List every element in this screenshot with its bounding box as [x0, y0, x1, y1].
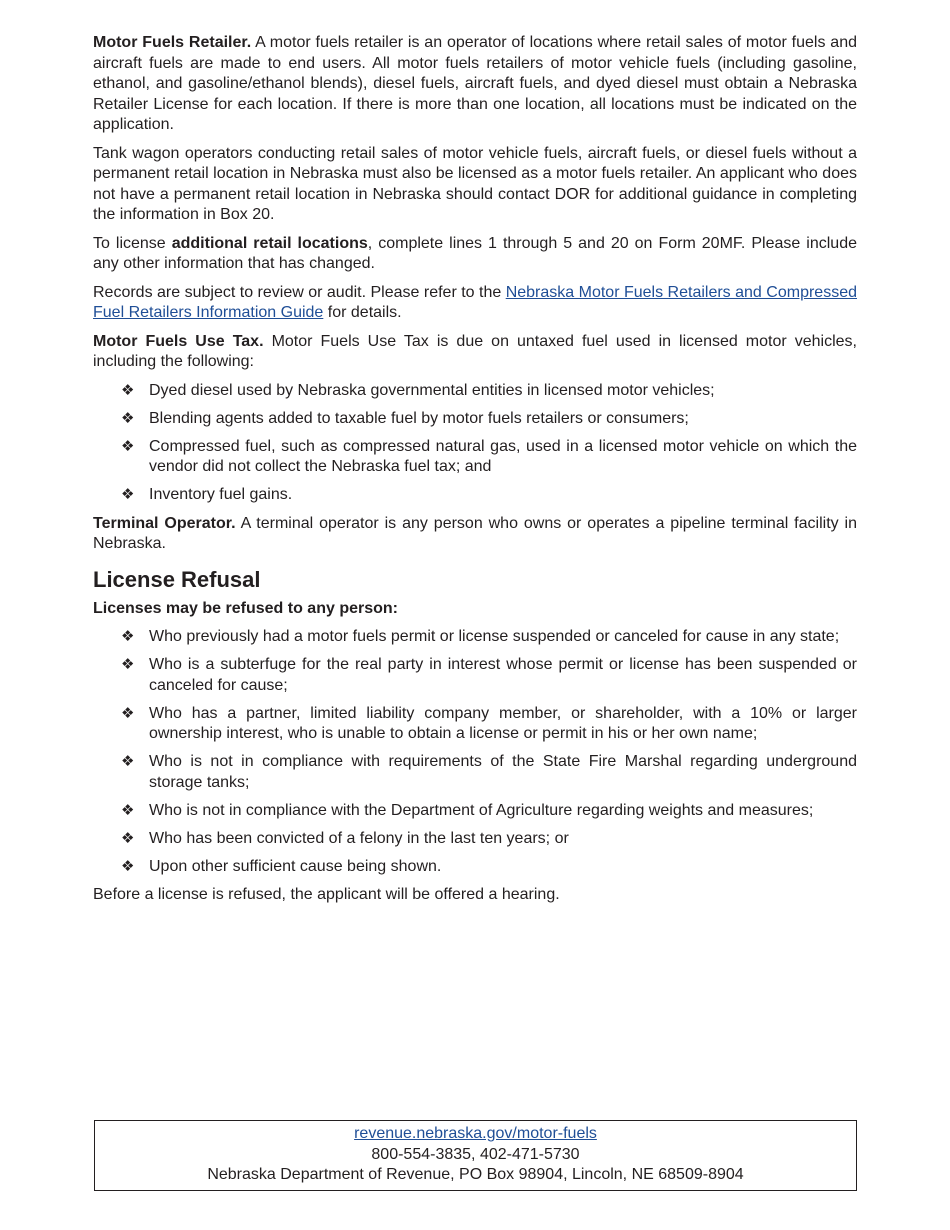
footer-phones: 800-554-3835, 402-471-5730 [371, 1145, 580, 1163]
list-item [93, 485, 857, 506]
list-item-text: Who is a subterfuge for the real party in interest whose permit or license has been suspended or canceled for cause; [149, 656, 857, 694]
list-item-text: Who previously had a motor fuels permit or license suspended or canceled for cause in any state; [149, 628, 840, 645]
list-item-text: Who has been convicted of a felony in the last ten years; or [149, 829, 569, 847]
diamond-bullet-icon: ❖ [121, 801, 135, 819]
diamond-bullet-icon: ❖ [121, 409, 135, 427]
additional-pre: To license [93, 234, 172, 252]
records-post: for details. [323, 304, 402, 321]
motor-fuels-website-link[interactable]: revenue.nebraska.gov/motor-fuels [354, 1125, 597, 1142]
list-item-text: Inventory fuel gains. [149, 486, 293, 503]
additional-post: , complete lines 1 through 5 and 20 on Form 20MF. Please include any other information that has changed. [93, 234, 857, 272]
footer-address: Nebraska Department of Revenue, PO Box 98904, Lincoln, NE 68509-8904 [207, 1166, 744, 1183]
list-item-text: Compressed fuel, such as compressed natural gas, used in a licensed motor vehicle on which the vendor did not collect the Nebraska fuel tax; and [149, 437, 857, 475]
list-item-text: Who is not in compliance with the Department of Agriculture regarding weights and measures; [149, 801, 814, 819]
retailer-paragraph [93, 33, 857, 136]
records-paragraph [93, 283, 857, 324]
records-pre: Records are subject to review or audit. Please refer to the [93, 283, 506, 301]
terminal-heading: Terminal Operator. [93, 514, 236, 532]
retailer-text: A motor fuels retailer is an operator of locations where retail sales of motor fuels and aircraft fuels are made to end users. All motor fuels retailers of motor vehicle fuels (including gasoline, ethanol, and gasoline/ethanol blends), diesel fuels, aircraft fuels, and dyed diesel must obtain a Nebraska Retailer License for each location. If there is more than one location, all locations must be indicated on the application. [93, 34, 857, 133]
diamond-bullet-icon: ❖ [121, 753, 135, 770]
retailer-heading: Motor Fuels Retailer. [93, 34, 252, 51]
list-item [93, 627, 857, 648]
refusal-intro-text: Licenses may be refused to any person: [93, 599, 398, 617]
terminal-operator-paragraph [93, 514, 857, 555]
diamond-bullet-icon: ❖ [121, 486, 135, 503]
use-tax-list [93, 381, 857, 506]
list-item [93, 857, 857, 878]
information-guide-link[interactable]: Nebraska Motor Fuels Retailers and Compressed Fuel Retailers Information Guide [93, 283, 857, 321]
diamond-bullet-icon: ❖ [121, 857, 135, 875]
document-page [93, 33, 857, 914]
diamond-bullet-icon: ❖ [121, 628, 135, 645]
list-item [93, 801, 857, 822]
additional-bold: additional retail locations [171, 234, 368, 252]
footer-contact-box [94, 1120, 857, 1191]
refusal-intro [93, 599, 857, 620]
list-item-text: Dyed diesel used by Nebraska governmental entities in licensed motor vehicles; [149, 381, 715, 399]
diamond-bullet-icon: ❖ [121, 704, 135, 722]
refusal-list [93, 627, 857, 877]
list-item [93, 704, 857, 745]
list-item-text: Upon other sufficient cause being shown. [149, 857, 442, 875]
license-refusal-title: License Refusal [93, 566, 261, 592]
use-tax-paragraph [93, 332, 857, 373]
additional-locations-paragraph [93, 234, 857, 275]
list-item-text: Who has a partner, limited liability company member, or shareholder, with a 10% or larger ownership interest, who is unable to obtain a license or permit in his or her own name; [149, 704, 857, 742]
list-item [93, 655, 857, 696]
list-item [93, 381, 857, 402]
list-item-text: Who is not in compliance with requirements of the State Fire Marshal regarding underground storage tanks; [149, 753, 857, 791]
diamond-bullet-icon: ❖ [121, 381, 135, 399]
tank-wagon-paragraph: Tank wagon operators conducting retail sales of motor vehicle fuels, aircraft fuels, or diesel fuels without a permanent retail location in Nebraska must also be licensed as a motor fuels retailer. An applicant who does not have a permanent retail location in Nebraska should contact DOR for additional guidance in completing the information in Box 20. [93, 144, 857, 223]
refusal-closing: Before a license is refused, the applicant will be offered a hearing. [93, 886, 560, 903]
list-item [93, 752, 857, 793]
terminal-text: A terminal operator is any person who owns or operates a pipeline terminal facility in Nebraska. [93, 514, 857, 552]
list-item [93, 829, 857, 850]
diamond-bullet-icon: ❖ [121, 656, 135, 673]
list-item [93, 437, 857, 478]
footer-url-line [95, 1124, 856, 1145]
use-tax-heading: Motor Fuels Use Tax. [93, 332, 264, 350]
diamond-bullet-icon: ❖ [121, 829, 135, 847]
list-item-text: Blending agents added to taxable fuel by motor fuels retailers or consumers; [149, 409, 689, 427]
diamond-bullet-icon: ❖ [121, 437, 135, 455]
list-item [93, 409, 857, 430]
use-tax-text: Motor Fuels Use Tax is due on untaxed fuel used in licensed motor vehicles, including the following: [93, 332, 857, 370]
